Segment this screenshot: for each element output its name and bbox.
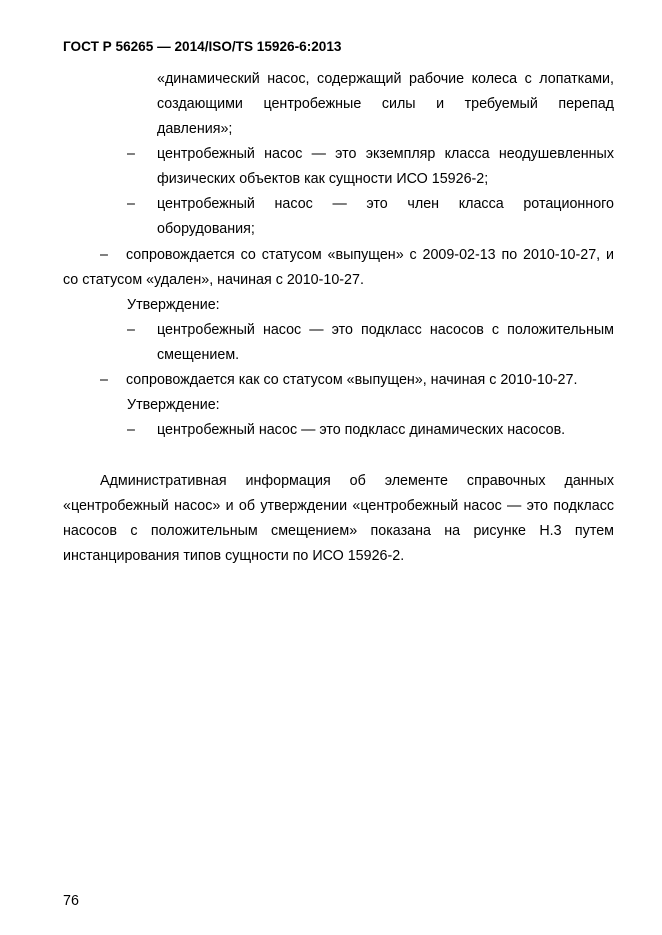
item3-line1: центробежный насос — это член класса ротационного — [157, 196, 614, 212]
item2-dash: – — [127, 146, 135, 162]
status1-line1: сопровождается со статусом «выпущен» с 2009-02-13 по 2010-10-27, и — [126, 247, 614, 263]
status1-dash: – — [100, 247, 108, 263]
item3-dash: – — [127, 196, 135, 212]
item1-line3: давления»; — [157, 121, 233, 137]
document-header: ГОСТ Р 56265 — 2014/ISO/TS 15926-6:2013 — [63, 39, 342, 54]
item1-line1: «динамический насос, содержащий рабочие колеса с лопатками, — [157, 71, 614, 87]
assertion2-dash: – — [127, 422, 135, 438]
status2-line1: сопровождается как со статусом «выпущен», начиная с 2010-10-27. — [126, 372, 578, 388]
item2-line1: центробежный насос — это экземпляр класса неодушевленных — [157, 146, 614, 162]
paragraph-line1: Административная информация об элементе справочных данных — [100, 473, 614, 489]
paragraph-line3: насосов с положительным смещением» показана на рисунке Н.3 путем — [63, 523, 614, 539]
item2-line2: физических объектов как сущности ИСО 15926-2; — [157, 171, 489, 187]
item1-line2: создающими центробежные силы и требуемый перепад — [157, 96, 614, 112]
page-number: 76 — [63, 893, 79, 909]
paragraph-line4: инстанцирования типов сущности по ИСО 15926-2. — [63, 548, 405, 564]
assertion-label-1: Утверждение: — [127, 297, 220, 313]
status1-line2: со статусом «удален», начиная с 2010-10-27. — [63, 272, 364, 288]
status2-dash: – — [100, 372, 108, 388]
assertion1-dash: – — [127, 322, 135, 338]
item3-line2: оборудования; — [157, 221, 255, 237]
assertion-label-2: Утверждение: — [127, 397, 220, 413]
paragraph-line2: «центробежный насос» и об утверждении «центробежный насос — это подкласс — [63, 498, 614, 514]
assertion2-line1: центробежный насос — это подкласс динамических насосов. — [157, 422, 566, 438]
assertion1-line2: смещением. — [157, 347, 240, 363]
assertion1-line1: центробежный насос — это подкласс насосов с положительным — [157, 322, 614, 338]
